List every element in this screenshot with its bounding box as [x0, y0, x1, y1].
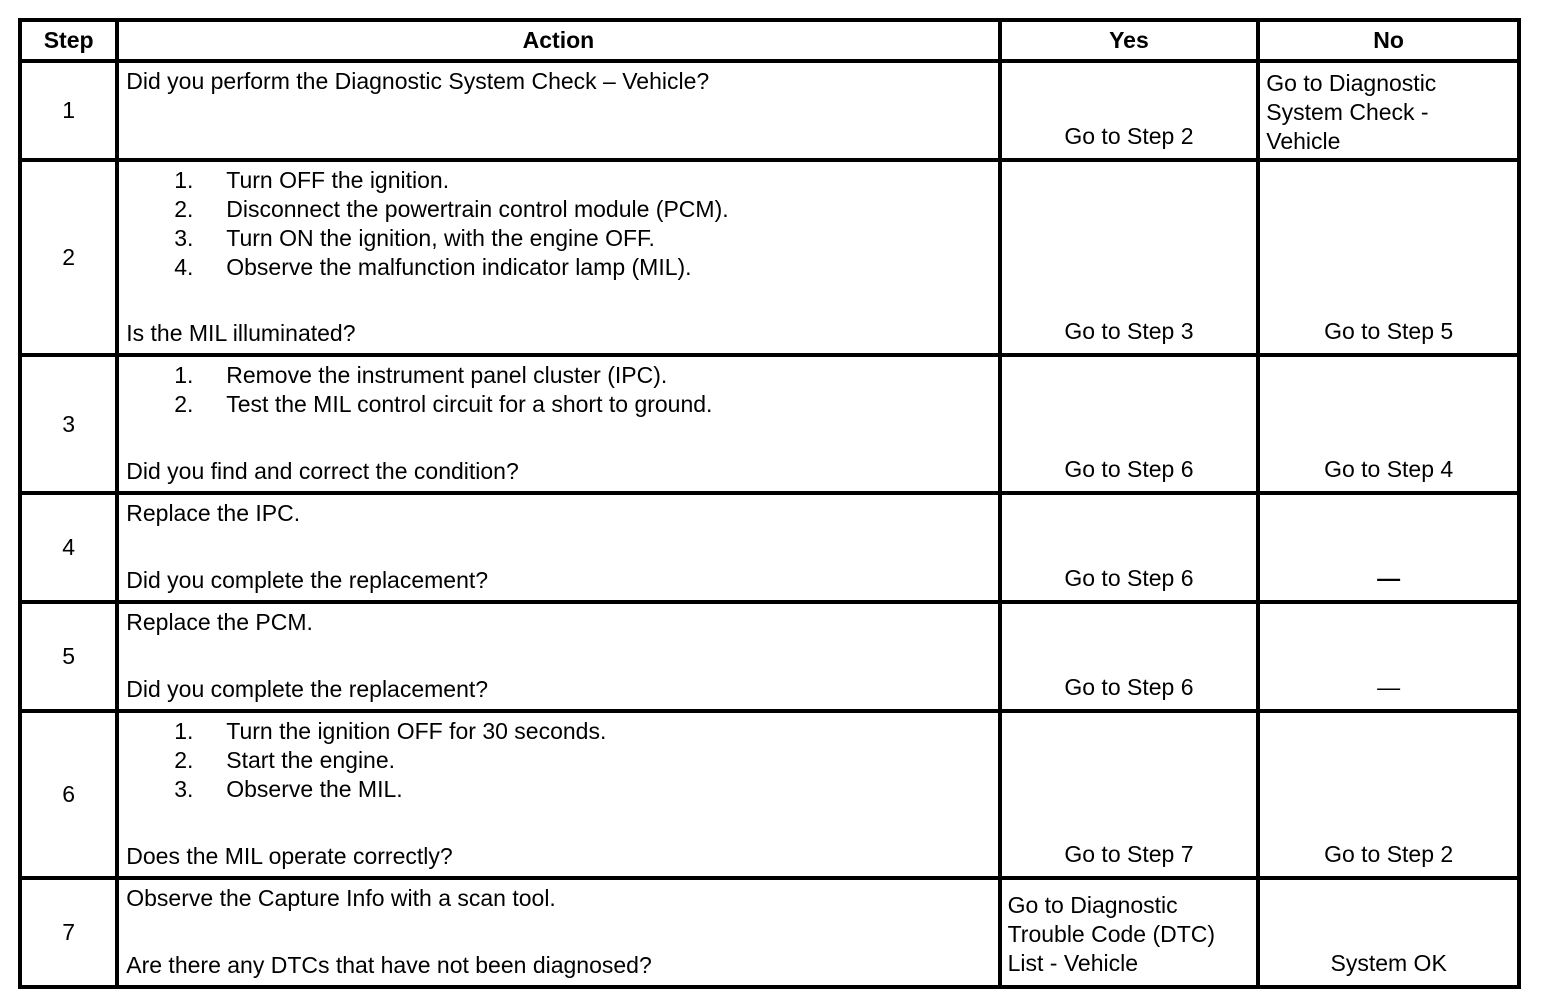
- list-item: 2. Start the engine.: [174, 747, 396, 773]
- question-text: Is the MIL illuminated?: [126, 320, 356, 346]
- table-row: [20, 493, 1519, 602]
- no-line: System Check -: [1266, 99, 1429, 125]
- table-row: [20, 711, 1519, 878]
- no-cell: [1258, 61, 1519, 160]
- table-row: [20, 878, 1519, 987]
- no-cell: —: [1258, 602, 1519, 711]
- yes-cell: Go to Step 7: [1000, 711, 1259, 878]
- header-row: [20, 20, 1519, 61]
- yes-cell: Go to Step 6: [1000, 493, 1259, 602]
- step-number: 1: [20, 61, 117, 160]
- question-text: Did you complete the replacement?: [126, 676, 489, 702]
- list-item: 3. Turn ON the ignition, with the engine OFF.: [174, 225, 655, 251]
- header-step: Step: [20, 20, 117, 61]
- list-item: 4. Observe the malfunction indicator lamp (MIL).: [174, 254, 692, 280]
- no-cell: Go to Step 5: [1258, 160, 1519, 355]
- action-cell: [117, 160, 999, 355]
- step-number: 6: [20, 711, 117, 878]
- question-text: Does the MIL operate correctly?: [126, 843, 453, 869]
- action-text: Replace the PCM.: [126, 609, 313, 635]
- list-item: 2. Test the MIL control circuit for a short to ground.: [174, 391, 713, 417]
- table-row: [20, 160, 1519, 355]
- yes-line: Go to Diagnostic: [1007, 892, 1178, 918]
- no-cell: Go to Step 4: [1258, 355, 1519, 493]
- yes-line: List - Vehicle: [1007, 950, 1138, 976]
- no-cell: —: [1258, 493, 1519, 602]
- action-cell: [117, 493, 999, 602]
- instruction-list: [126, 717, 991, 804]
- yes-cell: Go to Step 6: [1000, 355, 1259, 493]
- action-text: Replace the IPC.: [126, 500, 301, 526]
- list-item: 1. Turn the ignition OFF for 30 seconds.: [174, 718, 607, 744]
- yes-cell: Go to Step 2: [1000, 61, 1259, 160]
- action-cell: [117, 355, 999, 493]
- list-item: 1. Remove the instrument panel cluster (IPC).: [174, 362, 668, 388]
- step-number: 4: [20, 493, 117, 602]
- instruction-list: [126, 166, 991, 282]
- question-text: Did you find and correct the condition?: [126, 458, 519, 484]
- list-item: 2. Disconnect the powertrain control module (PCM).: [174, 196, 729, 222]
- step-number: 5: [20, 602, 117, 711]
- yes-line: Trouble Code (DTC): [1007, 921, 1216, 947]
- no-line: Go to Diagnostic: [1266, 70, 1437, 96]
- no-cell: Go to Step 2: [1258, 711, 1519, 878]
- step-number: 7: [20, 878, 117, 987]
- no-cell: System OK: [1258, 878, 1519, 987]
- step-number: 2: [20, 160, 117, 355]
- header-yes: Yes: [1000, 20, 1259, 61]
- list-item: 3. Observe the MIL.: [174, 776, 403, 802]
- step-number: 3: [20, 355, 117, 493]
- header-action: Action: [117, 20, 999, 61]
- action-cell: [117, 602, 999, 711]
- yes-cell: Go to Step 6: [1000, 602, 1259, 711]
- question-text: Did you complete the replacement?: [126, 567, 489, 593]
- yes-cell: [1000, 878, 1259, 987]
- action-text: Did you perform the Diagnostic System Check – Vehicle?: [126, 68, 710, 94]
- action-cell: [117, 878, 999, 987]
- table-row: [20, 61, 1519, 160]
- yes-cell: Go to Step 3: [1000, 160, 1259, 355]
- action-cell: [117, 61, 999, 160]
- header-no: No: [1258, 20, 1519, 61]
- action-text: Observe the Capture Info with a scan tool.: [126, 885, 556, 911]
- instruction-list: [126, 361, 991, 419]
- question-text: Are there any DTCs that have not been diagnosed?: [126, 952, 652, 978]
- list-item: 1. Turn OFF the ignition.: [174, 167, 450, 193]
- no-line: Vehicle: [1266, 128, 1341, 154]
- table-row: [20, 602, 1519, 711]
- action-cell: [117, 711, 999, 878]
- diagnostic-table: [18, 18, 1521, 989]
- table-row: [20, 355, 1519, 493]
